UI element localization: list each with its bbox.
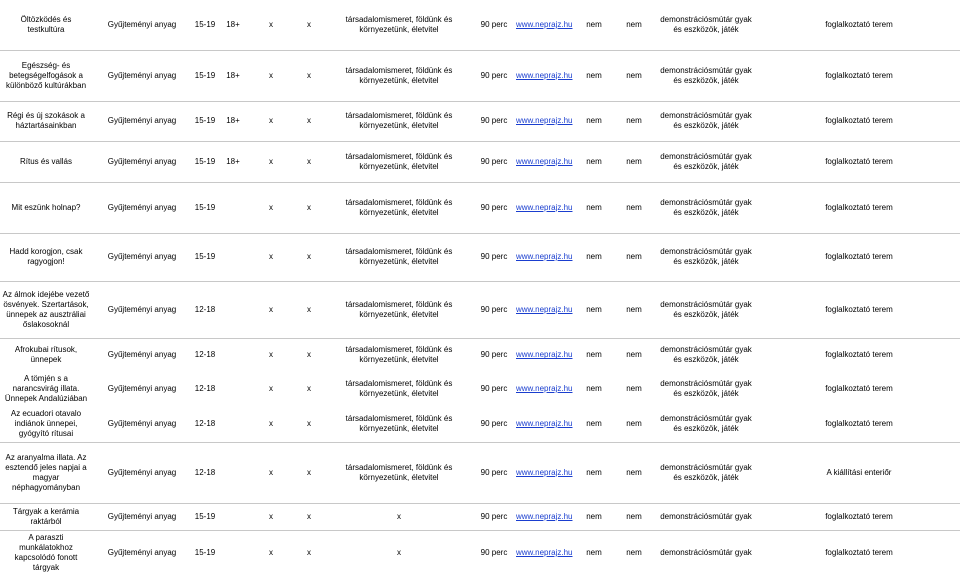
topic-cell: A paraszti munkálatokhoz kapcsolódó fonott tárgyak (0, 530, 92, 575)
table-row (0, 182, 960, 233)
age-cell: 12-18 (194, 384, 216, 393)
age-cell: 15-19 (194, 19, 216, 29)
material-cell: Gyűjteményi anyag (107, 418, 177, 428)
method-cell: demonstrációsmútár gyak (654, 530, 758, 575)
flag-cell: nem (614, 503, 654, 530)
duration-cell: 90 perc (474, 233, 514, 281)
age2-cell (218, 442, 248, 503)
mark-cell: x (307, 384, 311, 393)
website-link[interactable]: www.neprajz.hu (516, 156, 573, 166)
flag-cell: nem (574, 530, 614, 575)
table-row (0, 406, 960, 442)
room-cell: foglalkoztató terem (825, 418, 893, 428)
website-link[interactable]: www.neprajz.hu (516, 511, 573, 521)
flag-cell: nem (574, 50, 614, 101)
mark-cell: x (294, 182, 324, 233)
duration-cell: 90 perc (474, 281, 514, 338)
mark-cell: x (294, 503, 324, 530)
flag-cell: nem (586, 418, 602, 428)
topic-cell: Egészség- és betegségelfogások a különböző kultúrákban (0, 50, 92, 101)
material-cell: Gyűjteményi anyag (92, 503, 192, 530)
material-cell: Gyűjteményi anyag (92, 233, 192, 281)
subject-cell: társadalomismeret, földünk és környezetünk, életvitel (324, 182, 474, 233)
table-row (0, 281, 960, 338)
age-cell: 15-19 (192, 503, 218, 530)
material-cell: Gyűjteményi anyag (92, 182, 192, 233)
material-cell: Gyűjteményi anyag (107, 384, 177, 393)
link-cell (514, 141, 574, 182)
room-cell: foglalkoztató terem (825, 384, 893, 393)
subject-cell: társadalomismeret, földünk és környezetünk, életvitel (345, 413, 453, 433)
website-link[interactable]: www.neprajz.hu (516, 19, 573, 29)
topic-cell: Az aranyalma illata. Az esztendő jeles napjai a magyar néphagyományban (0, 442, 92, 503)
flag-cell: nem (574, 182, 614, 233)
flag-cell: nem (614, 182, 654, 233)
flag-cell: nem (574, 141, 614, 182)
subject-cell: társadalomismeret, földünk és környezetünk, életvitel (324, 338, 474, 372)
link-cell (514, 101, 574, 141)
subject-cell: társadalomismeret, földünk és környezetünk, életvitel (324, 281, 474, 338)
mark-cell: x (248, 338, 294, 372)
mark-cell: x (248, 530, 294, 575)
age2-cell (218, 233, 248, 281)
age2-cell (218, 503, 248, 530)
table-row (0, 503, 960, 530)
age2-cell (218, 281, 248, 338)
mark-cell: x (269, 384, 273, 393)
flag-cell: nem (586, 384, 602, 393)
table-row (0, 338, 960, 372)
method-cell: demonstrációsmútár gyak és eszközök, játék (654, 141, 758, 182)
table-row (0, 372, 960, 406)
mark-cell: x (294, 338, 324, 372)
age-cell: 15-19 (192, 233, 218, 281)
age-cell: 15-19 (192, 182, 218, 233)
flag-cell: nem (574, 442, 614, 503)
website-link[interactable]: www.neprajz.hu (516, 252, 573, 261)
material-cell: Gyűjteményi anyag (92, 281, 192, 338)
age2-cell (218, 338, 248, 372)
subject-cell: társadalomismeret, földünk és környezetünk, életvitel (345, 379, 453, 398)
duration-cell: 90 perc (474, 101, 514, 141)
table-row (0, 141, 960, 182)
topic-cell: Hadd korogjon, csak ragyogjon! (0, 233, 92, 281)
room-cell: foglalkoztató terem (758, 281, 960, 338)
website-link[interactable]: www.neprajz.hu (516, 304, 573, 314)
material-cell: Gyűjteményi anyag (92, 442, 192, 503)
room-cell: foglalkoztató terem (825, 19, 893, 29)
flag-cell: nem (574, 338, 614, 372)
mark-cell: x (294, 50, 324, 101)
table-row (0, 530, 960, 575)
mark-cell: x (248, 141, 294, 182)
link-cell (514, 233, 574, 281)
table-row (0, 442, 960, 503)
flag-cell: nem (614, 530, 654, 575)
website-link[interactable]: www.neprajz.hu (516, 418, 573, 428)
method-cell: demonstrációsmútár gyak (654, 503, 758, 530)
material-cell: Gyűjteményi anyag (92, 530, 192, 575)
flag-cell: nem (614, 442, 654, 503)
mark-cell: x (294, 281, 324, 338)
website-link[interactable]: www.neprajz.hu (516, 384, 573, 393)
link-cell (514, 281, 574, 338)
method-cell: demonstrációsmútár gyak és eszközök, játék (660, 14, 752, 34)
age-cell: 12-18 (194, 418, 216, 428)
website-link[interactable]: www.neprajz.hu (516, 547, 573, 557)
flag-cell: nem (586, 19, 602, 29)
mark-cell: x (248, 503, 294, 530)
mark-cell: x (307, 418, 311, 428)
flag-cell: nem (626, 19, 642, 29)
mark-cell: x (248, 101, 294, 141)
flag-cell: nem (574, 503, 614, 530)
topic-cell: Az ecuadori otavalo indiánok ünnepei, gyógyító rítusai (10, 408, 82, 438)
topic-cell: Az álmok idejébe vezető ösvények. Szertartások, ünnepek az ausztráliai őslakosoknál (0, 281, 92, 338)
mark-cell: x (248, 50, 294, 101)
age2-cell (218, 372, 248, 406)
flag-cell: nem (614, 141, 654, 182)
flag-cell: nem (614, 101, 654, 141)
method-cell: demonstrációsmútár gyak és eszközök, játék (654, 442, 758, 503)
method-cell: demonstrációsmútár gyak és eszközök, játék (654, 281, 758, 338)
mark-cell: x (248, 182, 294, 233)
topic-cell: A tömjén s a narancsvirág illata. Ünnepek Andalúziában (4, 374, 88, 403)
duration-cell: 90 perc (480, 384, 508, 393)
method-cell: demonstrációsmútár gyak és eszközök, játék (654, 182, 758, 233)
topic-cell: Régi és új szokások a háztartásainkban (0, 101, 92, 141)
mark-cell: x (248, 442, 294, 503)
website-link[interactable]: www.neprajz.hu (516, 350, 573, 360)
table-row (0, 0, 960, 50)
mark-cell: x (269, 418, 273, 428)
age-cell: 15-19 (192, 50, 218, 101)
link-cell (514, 338, 574, 372)
duration-cell: 90 perc (474, 442, 514, 503)
age2-cell: 18+ (218, 141, 248, 182)
duration-cell: 90 perc (480, 19, 508, 29)
age2-cell (218, 182, 248, 233)
method-cell: demonstrációsmútár gyak és eszközök, játék (660, 379, 752, 398)
material-cell: Gyűjteményi anyag (92, 338, 192, 372)
mark-cell: x (248, 233, 294, 281)
material-cell: Gyűjteményi anyag (92, 50, 192, 101)
method-cell: demonstrációsmútár gyak és eszközök, játék (654, 338, 758, 372)
flag-cell: nem (626, 418, 642, 428)
link-cell (514, 406, 574, 442)
room-cell: foglalkoztató terem (758, 141, 960, 182)
subject-cell: társadalomismeret, földünk és környezetünk, életvitel (324, 141, 474, 182)
topic-cell: Öltözködés és testkultúra (20, 14, 72, 34)
link-cell (514, 530, 574, 575)
mark-cell: x (248, 281, 294, 338)
material-cell: Gyűjteményi anyag (107, 19, 177, 29)
room-cell: foglalkoztató terem (758, 233, 960, 281)
duration-cell: 90 perc (474, 530, 514, 575)
flag-cell: nem (614, 281, 654, 338)
age-cell: 15-19 (192, 101, 218, 141)
age2-cell (218, 530, 248, 575)
mark-cell: x (307, 19, 311, 29)
method-cell: demonstrációsmútár gyak és eszközök, játék (654, 50, 758, 101)
mark-cell: x (294, 233, 324, 281)
mark-cell: x (269, 19, 273, 29)
topic-cell: Rítus és vallás (0, 141, 92, 182)
website-link[interactable]: www.neprajz.hu (516, 467, 573, 477)
subject-cell: társadalomismeret, földünk és környezetünk, életvitel (324, 101, 474, 141)
flag-cell: nem (574, 101, 614, 141)
age2-cell: 18+ (218, 50, 248, 101)
duration-cell: 90 perc (474, 503, 514, 530)
topic-cell: Tárgyak a kerámia raktárból (0, 503, 92, 530)
mark-cell: x (294, 141, 324, 182)
mark-cell: x (294, 101, 324, 141)
duration-cell: 90 perc (474, 182, 514, 233)
age2-cell: 18+ (218, 101, 248, 141)
material-cell: Gyűjteményi anyag (92, 101, 192, 141)
room-cell: foglalkoztató terem (758, 182, 960, 233)
subject-cell: társadalomismeret, földünk és környezetünk, életvitel (324, 233, 474, 281)
mark-cell: x (294, 442, 324, 503)
table-row (0, 101, 960, 141)
mark-cell: x (324, 503, 474, 530)
duration-cell: 90 perc (474, 141, 514, 182)
link-cell (514, 0, 574, 50)
duration-cell: 90 perc (480, 418, 508, 428)
method-cell: demonstrációsmútár gyak és eszközök, játék (660, 413, 752, 433)
duration-cell: 90 perc (474, 50, 514, 101)
room-cell: foglalkoztató terem (758, 101, 960, 141)
material-cell: Gyűjteményi anyag (92, 141, 192, 182)
age-cell: 12-18 (192, 338, 218, 372)
flag-cell: nem (574, 233, 614, 281)
table-row (0, 50, 960, 101)
topic-cell: Mit eszünk holnap? (0, 182, 92, 233)
method-cell: demonstrációsmútár gyak és eszközök, játék (654, 101, 758, 141)
method-cell: demonstrációsmútár gyak és eszközök, játék (654, 233, 758, 281)
subject-cell: társadalomismeret, földünk és környezetünk, életvitel (345, 14, 453, 34)
link-cell (514, 503, 574, 530)
age2-cell (218, 406, 248, 442)
mark-cell: x (294, 530, 324, 575)
subject-cell: társadalomismeret, földünk és környezetünk, életvitel (324, 442, 474, 503)
age-cell: 12-18 (192, 281, 218, 338)
website-link[interactable]: www.neprajz.hu (516, 202, 573, 212)
room-cell: foglalkoztató terem (758, 50, 960, 101)
room-cell: foglalkoztató terem (758, 503, 960, 530)
mark-cell: x (324, 530, 474, 575)
website-link[interactable]: www.neprajz.hu (516, 116, 573, 125)
link-cell (514, 182, 574, 233)
age-cell: 12-18 (192, 442, 218, 503)
flag-cell: nem (626, 384, 642, 393)
topic-cell: Afrokubai rítusok, ünnepek (0, 338, 92, 372)
link-cell (514, 50, 574, 101)
flag-cell: nem (614, 338, 654, 372)
age-cell: 15-19 (192, 141, 218, 182)
age-cell: 15-19 (192, 530, 218, 575)
flag-cell: nem (614, 233, 654, 281)
link-cell (514, 442, 574, 503)
room-cell: A kiállítási enteriőr (758, 442, 960, 503)
room-cell: foglalkoztató terem (758, 338, 960, 372)
table-row (0, 233, 960, 281)
duration-cell: 90 perc (474, 338, 514, 372)
room-cell: foglalkoztató terem (758, 530, 960, 575)
age2-cell: 18+ (226, 19, 240, 29)
website-link[interactable]: www.neprajz.hu (516, 70, 573, 80)
flag-cell: nem (614, 50, 654, 101)
link-cell (514, 372, 574, 406)
flag-cell: nem (574, 281, 614, 338)
subject-cell: társadalomismeret, földünk és környezetünk, életvitel (324, 50, 474, 101)
